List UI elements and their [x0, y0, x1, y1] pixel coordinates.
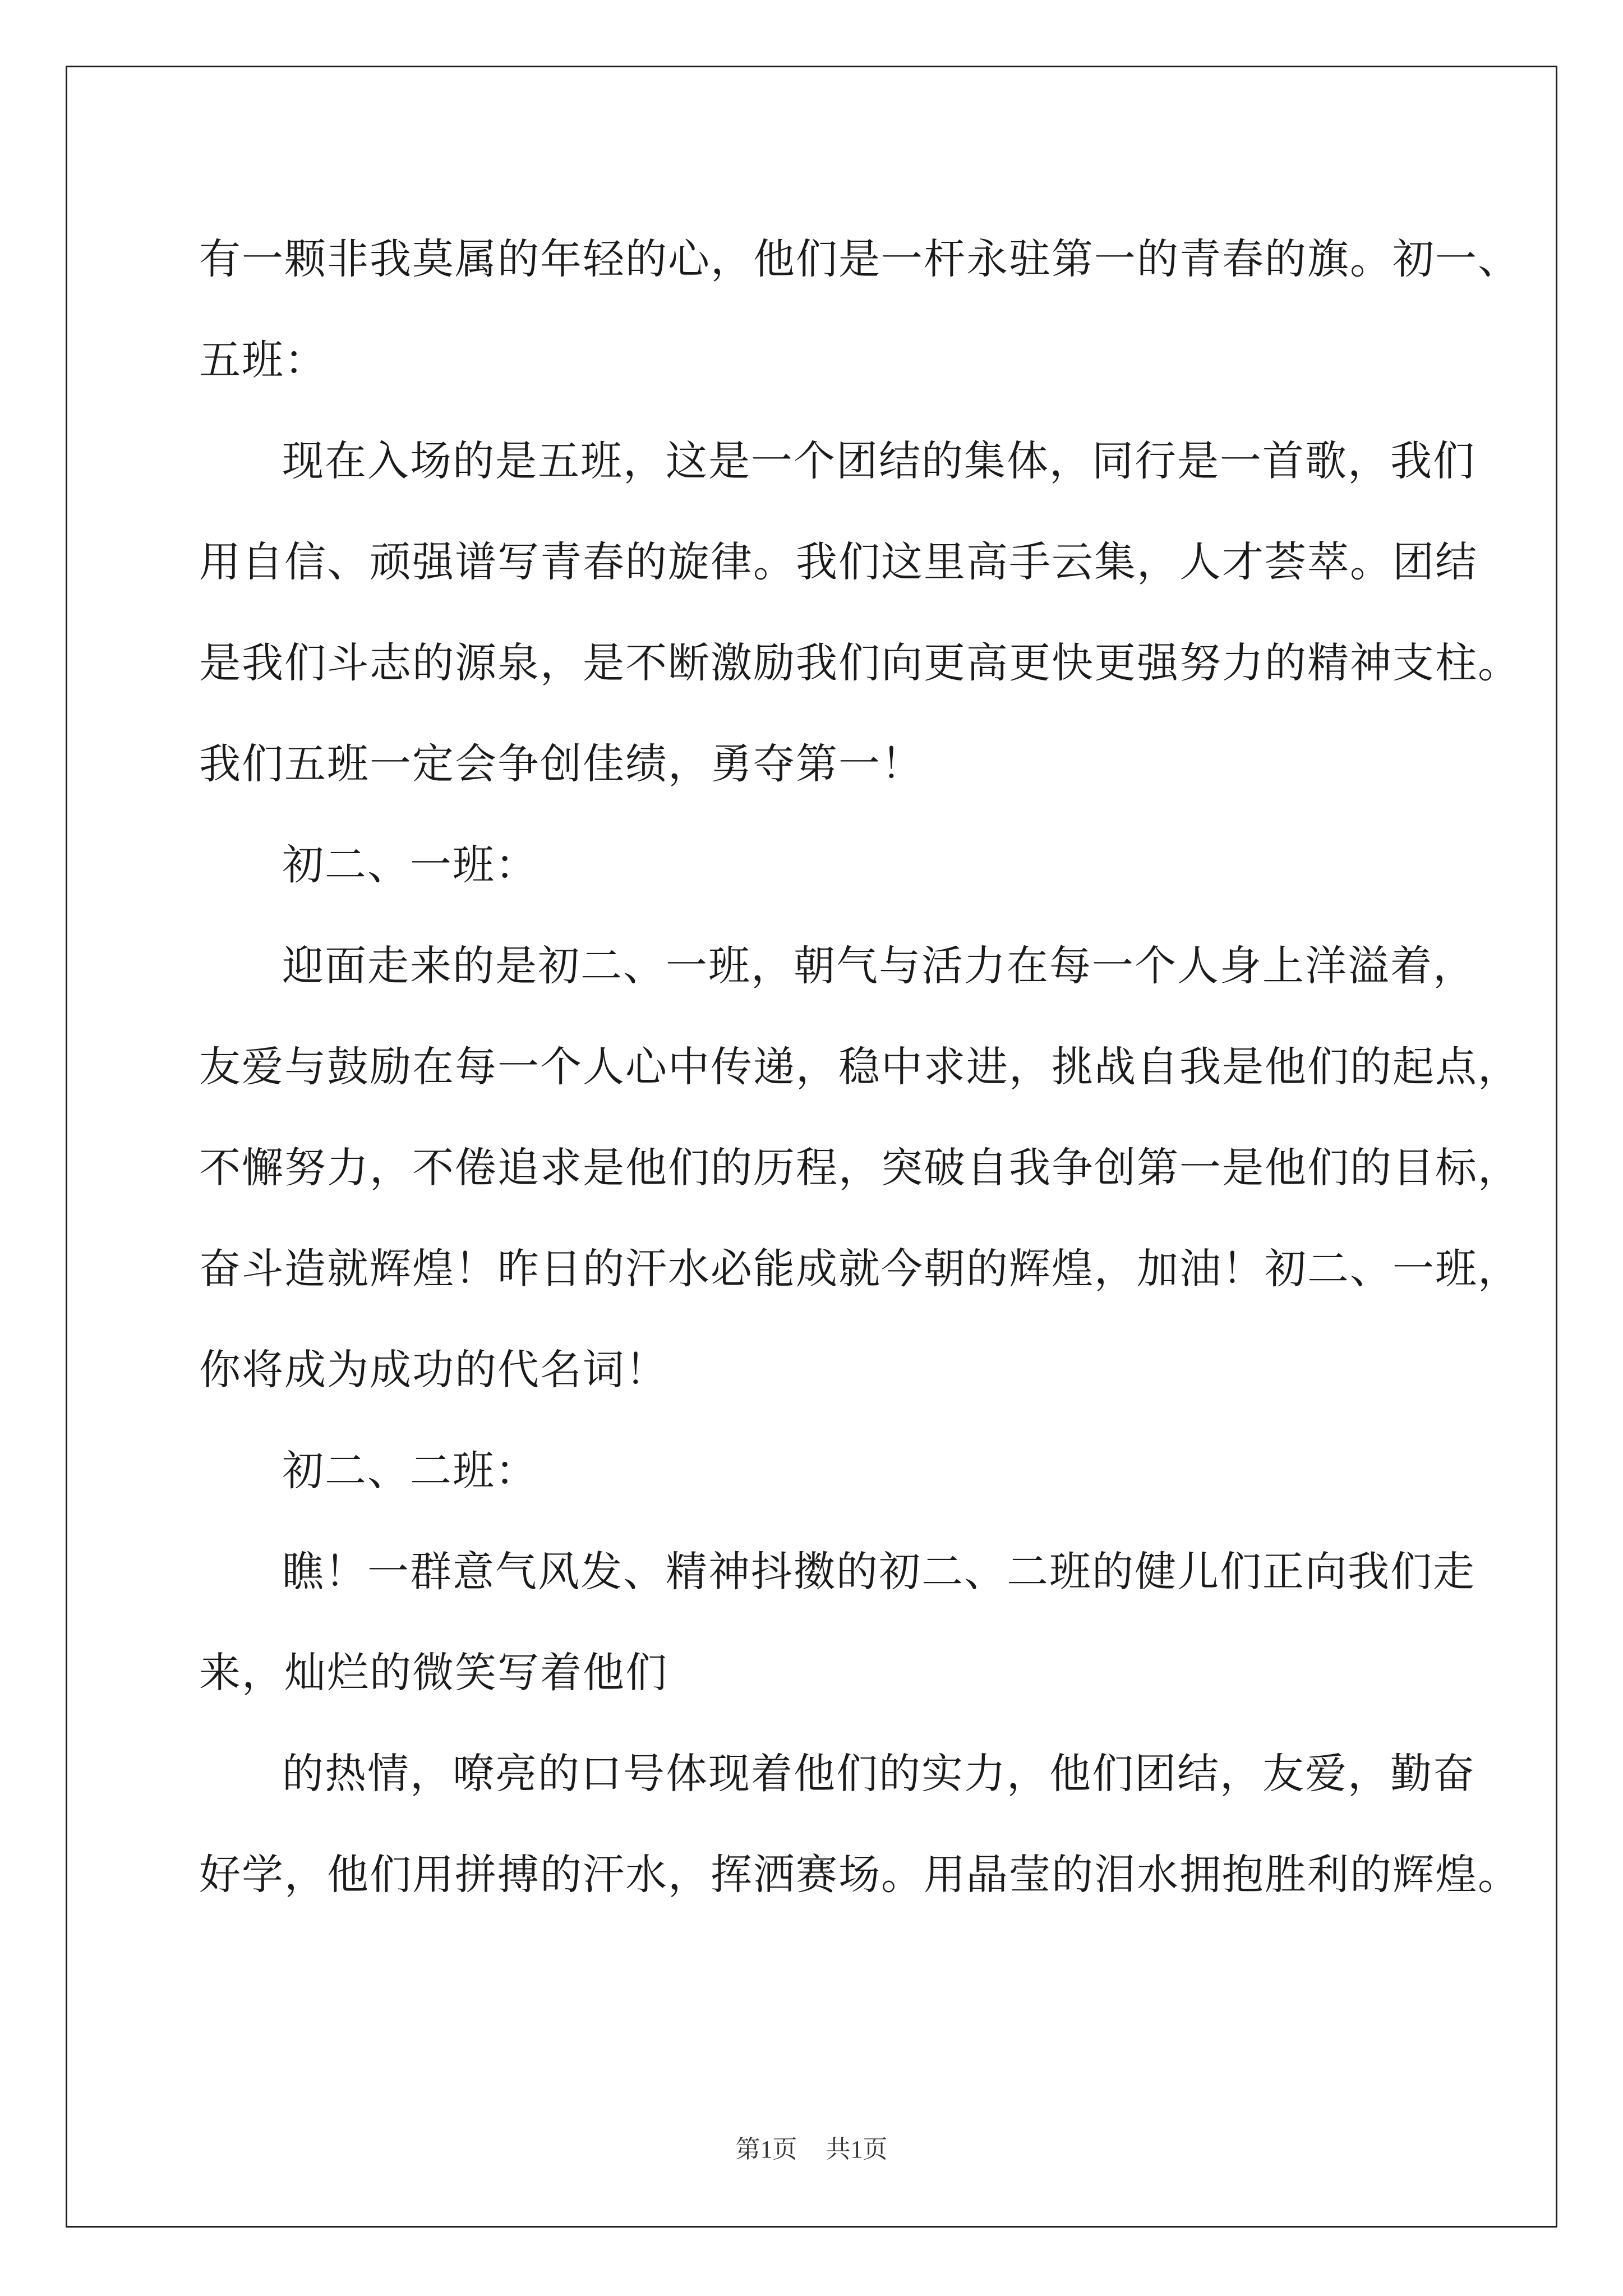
- page-number-current: 第1页: [735, 2136, 797, 2163]
- text-line: 你将成为成功的代名词！: [199, 1346, 668, 1394]
- text-line: 友爱与鼓励在每一个人心中传递，稳中求进，挑战自我是他们的起点，: [199, 1043, 1520, 1091]
- text-line: 是我们斗志的源泉，是不断激励我们向更高更快更强努力的精神支柱。: [199, 639, 1520, 687]
- text-line: 用自信、顽强谱写青春的旋律。我们这里高手云集，人才荟萃。团结: [199, 538, 1478, 586]
- text-line: 现在入场的是五班，这是一个团结的集体，同行是一首歌，我们: [282, 437, 1476, 485]
- text-line: 好学，他们用拼搏的汗水，挥洒赛场。用晶莹的泪水拥抱胜利的辉煌。: [199, 1851, 1520, 1899]
- document-body: [199, 209, 1520, 1925]
- text-line: 我们五班一定会争创佳绩，勇夺第一！: [199, 740, 924, 788]
- text-line: 的热情，嘹亮的口号体现着他们的实力，他们团结，友爱，勤奋: [282, 1750, 1476, 1798]
- text-line: 来，灿烂的微笑写着他们: [199, 1649, 668, 1697]
- page-footer: [0, 2129, 1623, 2165]
- text-line: 迎面走来的是初二、一班，朝气与活力在每一个人身上洋溢着，: [282, 942, 1476, 990]
- text-line: 五班：: [199, 336, 327, 384]
- text-line: 奋斗造就辉煌！昨日的汗水必能成就今朝的辉煌，加油！初二、一班，: [199, 1245, 1520, 1293]
- section-heading: 初二、二班：: [282, 1447, 538, 1495]
- text-line: 瞧！一群意气风发、精神抖擞的初二、二班的健儿们正向我们走: [282, 1548, 1476, 1596]
- page-number-total: 共1页: [826, 2136, 888, 2163]
- section-heading: 初二、一班：: [282, 841, 538, 889]
- text-line: 有一颗非我莫属的年轻的心，他们是一杆永驻第一的青春的旗。初一、: [199, 235, 1520, 283]
- text-line: 不懈努力，不倦追求是他们的历程，突破自我争创第一是他们的目标，: [199, 1144, 1520, 1192]
